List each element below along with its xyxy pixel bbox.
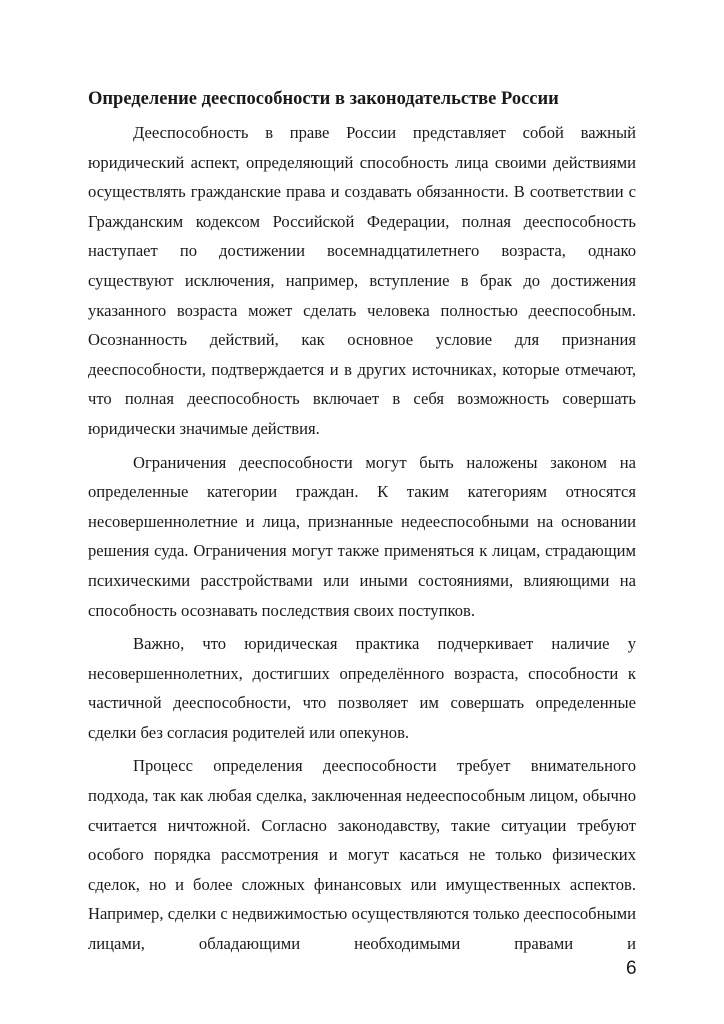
paragraph-legal-capacity-definition: Дееспособность в праве России представляет собой важный юридический аспект, определяющий способность лица своими действиями осуществлять гражданские права и создавать обязанности. В соответствии с Гражданским кодексом Российской Федерации, полная дееспособность наступает по достижении восемнадцатилетнего возраста, однако существуют исключения, например, вступление в брак до достижения указанного возраста может сделать человека полностью дееспособным. Осознанность действий, как основное условие для признания дееспособности, подтверждается и в других источниках, которые отмечают, что полная дееспособность включает в себя возможность совершать юридически значимые действия.: [88, 123, 636, 438]
paragraph-capacity-restrictions: Ограничения дееспособности могут быть наложены законом на определенные категории граждан. К таким категориям относятся несовершеннолетние и лица, признанные недееспособными на основании решения суда. Ограничения могут также применяться к лицам, страдающим психическими расстройствами или иными состояниями, влияющими на способность осознавать последствия своих поступков.: [88, 452, 636, 620]
page-number: 6: [626, 958, 637, 979]
paragraph-minors-partial-capacity: Важно, что юридическая практика подчеркивает наличие у несовершеннолетних, достигших определённого возраста, способности к частичной дееспособности, что позволяет им совершать определенные сделки без согласия родителей или опекунов.: [88, 634, 636, 742]
paragraph-capacity-determination: Процесс определения дееспособности требует внимательного подхода, так как любая сделка, заключенная недееспособным лицом, обычно считается ничтожной. Согласно законодавству, такие ситуации требуют особого порядка рассмотрения и могут касаться не только физических сделок, но и более сложных финансовых или имущественных аспектов. Например, сделки с недвижимостью осуществляются только дееспособными лицами, обладающими необходимыми правами и: [88, 756, 636, 954]
document-page: [88, 86, 636, 963]
document-title: Определение дееспособности в законодательстве России: [88, 89, 559, 109]
